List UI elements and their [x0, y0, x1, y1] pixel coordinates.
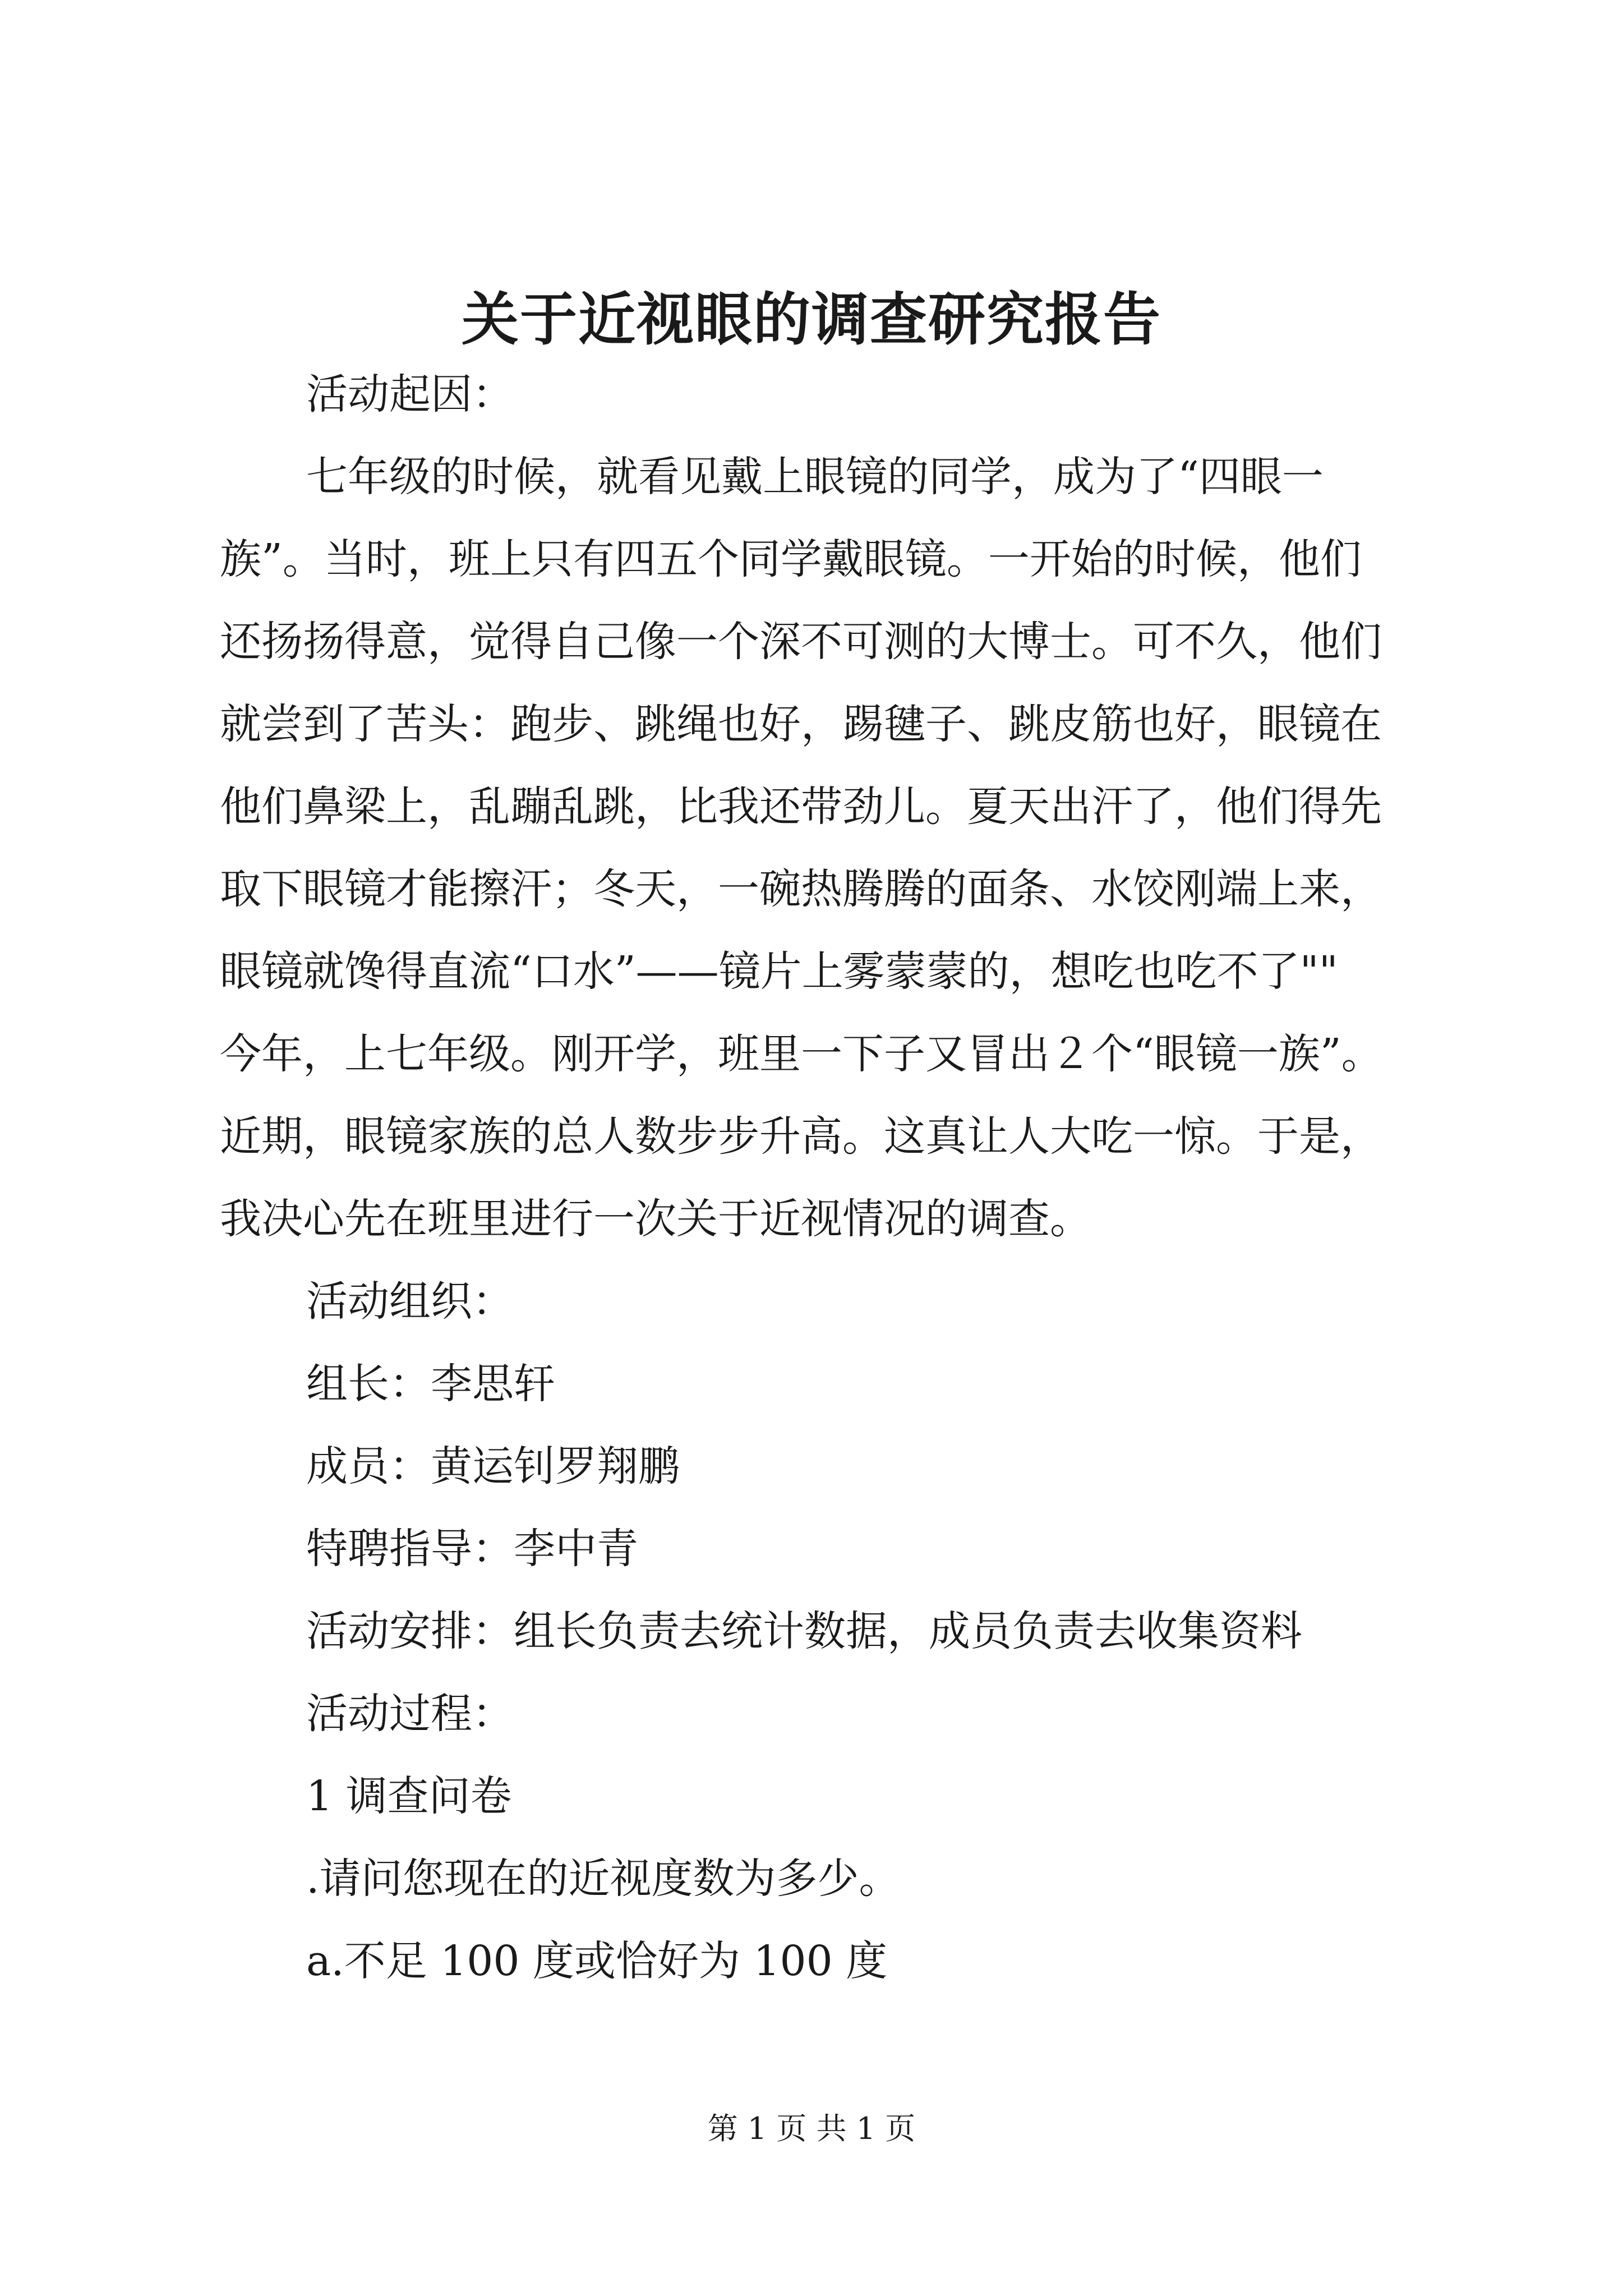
cause-line-6: 取下眼镜才能擦汗；冬天，一碗热腾腾的面条、水饺刚端上来， [220, 865, 1382, 913]
cause-line-1: 七年级的时候，就看见戴上眼镜的同学，成为了“四眼一 [306, 453, 1324, 501]
cause-line-5: 他们鼻梁上，乱蹦乱跳，比我还带劲儿。夏天出汗了，他们得先 [220, 783, 1382, 831]
cause-line-9: 近期，眼镜家族的总人数步步升高。这真让人大吃一惊。于是， [220, 1112, 1382, 1161]
cause-line-7: 眼镜就馋得直流“口水”——镜片上雾蒙蒙的，想吃也吃不了"" [220, 947, 1338, 996]
cause-line-3: 还扬扬得意，觉得自己像一个深不可测的大博士。可不久，他们 [220, 618, 1382, 666]
advisor-line: 特聘指导：李中青 [306, 1525, 638, 1573]
cause-line-10: 我决心先在班里进行一次关于近视情况的调查。 [220, 1195, 1091, 1243]
heading-cause: 活动起因： [306, 370, 514, 418]
cause-line-8: 今年，上七年级。刚开学，班里一下子又冒出２个“眼镜一族”。 [220, 1030, 1383, 1078]
arrangement-line: 活动安排：组长负责去统计数据，成员负责去收集资料 [306, 1607, 1302, 1655]
survey-question-1: .请问您现在的近视度数为多少。 [306, 1855, 901, 1903]
survey-title: 1 调查问卷 [306, 1772, 512, 1820]
survey-option-a: a.不足 100 度或恰好为 100 度 [306, 1937, 888, 1985]
document-body [220, 353, 1434, 2003]
cause-line-4: 就尝到了苦头：跑步、跳绳也好，踢毽子、跳皮筋也好，眼镜在 [220, 700, 1382, 748]
heading-organization: 活动组织： [306, 1277, 514, 1326]
page-footer: 第 1 页 共 1 页 [707, 2111, 916, 2146]
members-line: 成员：黄运钊罗翔鹏 [306, 1442, 680, 1490]
leader-line: 组长：李思轩 [306, 1360, 555, 1408]
heading-process: 活动过程： [306, 1690, 514, 1738]
document-title: 关于近视眼的调查研究报告 [462, 286, 1161, 353]
cause-line-2: 族”。当时，班上只有四五个同学戴眼镜。一开始的时候，他们 [220, 535, 1362, 583]
